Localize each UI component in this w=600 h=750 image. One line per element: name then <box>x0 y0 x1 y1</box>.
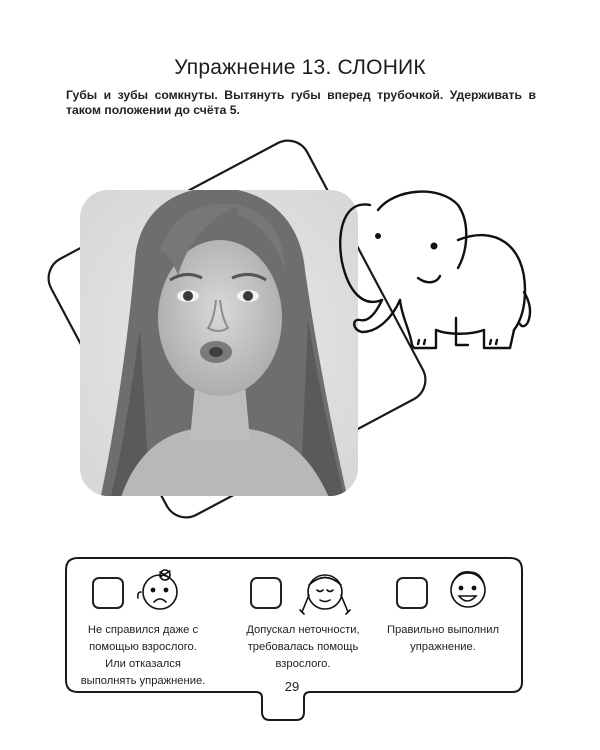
option-3-checkbox[interactable] <box>396 577 428 609</box>
caption-line: требовалась помощь <box>247 641 359 653</box>
caption-line: Не справился даже с <box>87 624 199 636</box>
option-2-caption <box>228 622 378 673</box>
option-2-checkbox[interactable] <box>250 577 282 609</box>
option-3-caption <box>378 622 508 656</box>
page-title: Упражнение 13. СЛОНИК <box>174 56 426 79</box>
page-number: 29 <box>284 679 300 694</box>
caption-line: упражнение. <box>410 641 476 653</box>
exercise-instruction: Губы и зубы сомкнуты. Вытянуть губы вперед трубочкой. Удерживать в таком положении до счёта 5. <box>66 88 536 117</box>
option-1-checkbox[interactable] <box>92 577 124 609</box>
caption-line: Или отказался <box>105 658 181 670</box>
caption-line: Допускал неточности, <box>246 624 360 636</box>
caption-line: помощью взрослого. <box>89 641 197 653</box>
option-1-caption <box>68 622 218 690</box>
caption-line: Правильно выполнил <box>386 624 500 636</box>
caption-line: выполнять упражнение. <box>80 675 206 687</box>
caption-line: взрослого. <box>275 658 331 670</box>
